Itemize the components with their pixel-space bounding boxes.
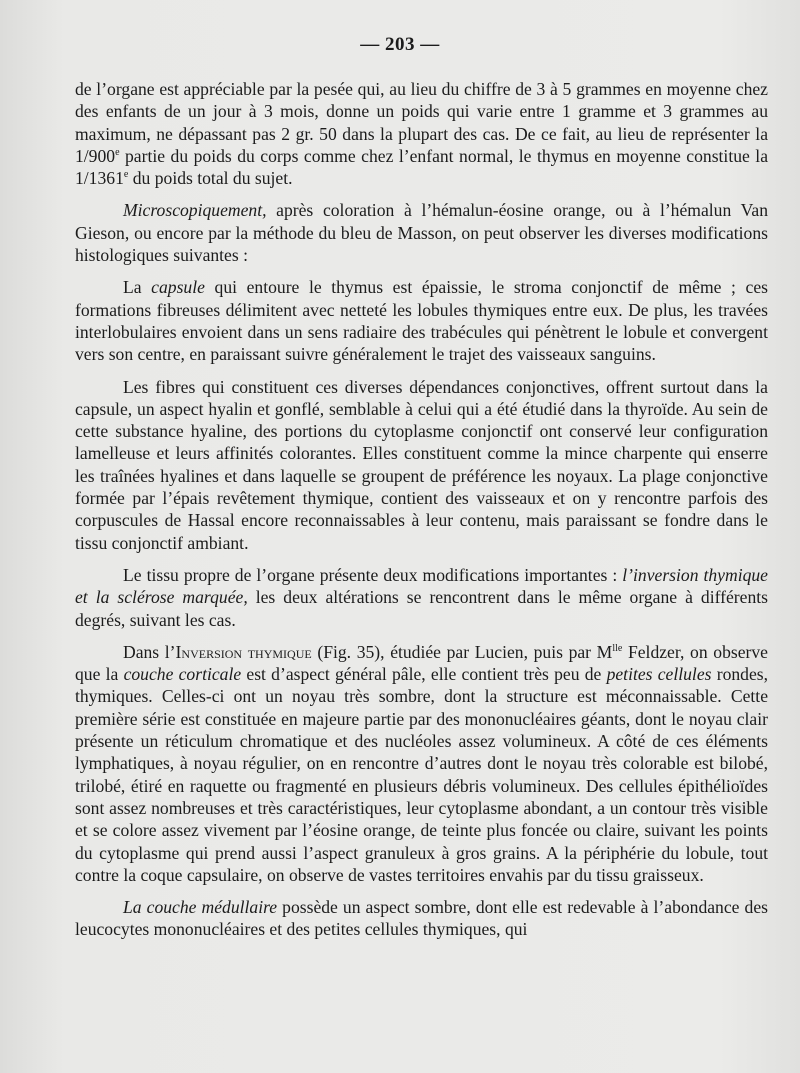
superscript: lle [612, 642, 623, 654]
paragraph-text: partie du poids du corps comme chez l’enfant normal, le thymus en moyenne constitue la 1/1361 [75, 145, 768, 189]
paragraph-text: du poids total du sujet. [128, 168, 293, 189]
paragraph-text: est d’aspect général pâle, elle contient très peu de [241, 664, 607, 685]
paragraph-text: Les fibres qui constituent ces diverses dépendances conjonctives, offrent surtout dans la capsule, un aspect hyalin et gonflé, semblable à celui qui a été étudié dans la thyroïde. Au sein de cette substance hyaline, des portions du cytoplasme conjonctif ont conservé leur configuration lamelleuse et leurs affinités colorantes. Elles constituent comme la mince charpente qui enserre les traînées hyalines et dans laquelle se groupent de préférence les noyaux. La plage conjonctive formée par l’épais revêtement thymique, contient des vaisseaux et on y rencontre parfois des corpuscules de Hassal encore reconnaissables à leur contenu, mais paraissant se fondre dans le tissu conjonctif ambiant. [75, 376, 768, 553]
italic-term: couche corticale [123, 664, 242, 685]
italic-term: petites cellules [606, 664, 712, 685]
body-text [75, 78, 768, 941]
paragraph-4 [75, 376, 768, 554]
smallcaps-term: Inversion thymique [175, 641, 312, 662]
paragraph-text: possède un aspect sombre, dont elle est redevable à l’abondance des leucocytes mononucléaires et des petites cellules thymiques, qui [75, 897, 768, 940]
paragraph-text: rondes, thymiques. Celles-ci ont un noyau très sombre, dont la structure est méconnaissable. Cette première série est constituée en majeure partie par des mononucléaires géants, dont le noyau clair présente un réticulum chromatique et des nucléoles assez volumineux. A côté de ces éléments lymphatiques, à noyau régulier, on en rencontre d’autres dont le noyau très colorable est bilobé, trilobé, étiré en raquette ou fragmenté en plusieurs débris volumineux. Des cellules épithélioïdes sont assez nombreuses et très caractéristiques, leur cytoplasme abondant, a un contour très visible et se colore assez vivement par l’éosine orange, de teinte plus foncée ou claire, suivant les points du cytoplasme qui prend aussi l’aspect granuleux à gros grains. A la périphérie du lobule, tout contre la coque capsulaire, on observe de vastes territoires envahis par du tissu graisseux. [75, 664, 769, 885]
paragraph-3 [75, 276, 768, 365]
superscript: e [123, 169, 129, 181]
paragraph-6 [75, 641, 768, 886]
paragraph-text: Feldzer, on observe que la [75, 641, 768, 685]
paragraph-text: qui entoure le thymus est épaissie, le stroma conjonctif de même ; ces formations fibreuses délimitent avec netteté les lobules thymiques entre eux. De plus, les travées interlobulaires envoient dans un sens radiaire des trabécules qui pénètrent le lobule et convergent vers son centre, en paraissant suivre généralement le trajet des vaisseaux sanguins. [75, 277, 768, 365]
italic-term: La couche médullaire [123, 897, 278, 918]
paragraph-text: les deux altérations se rencontrent dans le même organe à différents degrés, suivant les cas. [75, 587, 768, 630]
italic-term: Microscopiquement, [123, 200, 267, 221]
paragraph-2 [75, 199, 768, 266]
paragraph-text: après coloration à l’hémalun-éosine orange, ou à l’hémalun Van Gieson, ou encore par la méthode du bleu de Masson, on peut observer les diverses modifications histologiques suivantes : [75, 200, 768, 266]
italic-term: capsule [151, 277, 205, 298]
italic-term: l’inversion thymique et la sclérose marquée, [75, 564, 768, 608]
paragraph-text: Le tissu propre de l’organe présente deux modifications importantes : [123, 564, 623, 585]
paragraph-text: Dans l’ [123, 641, 176, 662]
paragraph-7 [75, 896, 768, 941]
paragraph-text: de l’organe est appréciable par la pesée qui, au lieu du chiffre de 3 à 5 grammes en moyenne chez des enfants de un jour à 3 mois, donne un poids qui varie entre 1 gramme et 3 grammes au maximum, ne dépassant pas 2 gr. 50 dans la plupart des cas. De ce fait, au lieu de représenter la 1/900 [75, 79, 768, 166]
paragraph-1 [75, 78, 768, 189]
paragraph-text: (Fig. 35), étudiée par Lucien, puis par M [311, 641, 613, 662]
page-number: — 203 — [360, 34, 440, 55]
paragraph-5 [75, 564, 768, 631]
paragraph-text: La [123, 277, 152, 298]
superscript: e [115, 147, 120, 159]
